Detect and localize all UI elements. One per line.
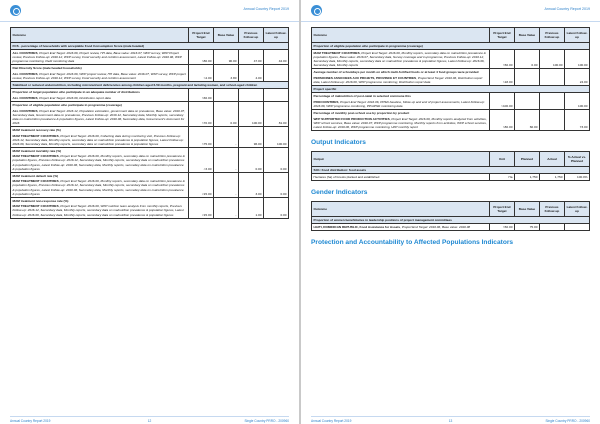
value-prev	[238, 89, 263, 102]
table-row	[11, 89, 289, 102]
indicator-detail: Project End Target: 2016.12, Population estimation, government data on prevalence, Base value: 2016.07, Secondary data, Government data on prevalence, Previous Follow-up: 2016.12, Secondary data, Monthly reports, secondary data on malnutrition prevalence & population figures, Latest Follow-up: 2016.06, Secondary data, Government's document for 2016	[12, 108, 186, 125]
value-prev	[539, 69, 564, 86]
value-prev: 100.00	[238, 101, 263, 126]
location-label: ALL COUNTRIES	[12, 108, 38, 113]
value-base: 66.00	[514, 110, 539, 131]
header-report-title: Annual Country Report 2019	[544, 7, 590, 11]
indicator-cell: Percentage of malnutrition of post-natal in selected commune this PROCOUNTRIES, Project End Target: 2016.06, PPSD baseline, follow up and end of project assessments, Latest Follow-up: 2016.06, WFP programme monitoring, PP/APSD monitoring data	[312, 93, 490, 110]
value-target: >80.00	[188, 50, 213, 65]
location-label: HAITI, DOMINICAN REPUBLIC, Food Assistance for Assets	[313, 225, 401, 230]
table-row	[11, 197, 289, 218]
table-header-row	[312, 28, 590, 43]
value-prev	[539, 110, 564, 131]
table-row	[312, 93, 590, 110]
report-page-right	[301, 0, 600, 424]
value-target: >66.00	[188, 89, 213, 102]
location-label: ALL COUNTRIES	[12, 71, 38, 76]
value-latest: 0.00	[263, 197, 288, 218]
table-row	[11, 172, 289, 197]
col-outcome: Outcome	[312, 28, 490, 43]
indicator-cell: Percentage of monthly post-school use by proportion by product WFP SUPPORTED FOOD PRODUCTION ACTIVITIES, Project End Target: 2016.06, Monthly reports analyzed from activities, WFP school services, Base value: 2016.07, WFP programme monitoring, Monthly reports from activities, WFP school services, Latest Follow-up: 2016.06, WFP programme monitoring, UFP monthly report	[312, 110, 490, 131]
indicator-title: MAM treatment mortality rate (%)	[12, 148, 61, 153]
value-prev	[539, 93, 564, 110]
indicator-cell: Proportion of target population who participate in an adequate number of distributions ALL COUNTRIES, Project End Target: 2016.06, Distribution report data	[11, 89, 189, 102]
value-base: 75.00	[514, 224, 539, 231]
table-header-row	[312, 152, 590, 167]
value-prev: 0.00	[238, 147, 263, 172]
indicator-cell: MAM treatment mortality rate (%) MAM TREATMENT COUNTRIES, Project End Target: 2016.06, Monthly reports, secondary data on malnutrition prevalence & population figures, Previous Follow-up: 2016.12, Secondary data, Monthly reports, secondary data on malnutrition prevalence & population figures, Latest Follow-up: 2016.06, Secondary data, Monthly reports, secondary data on malnutrition prevalence & population figures	[11, 147, 189, 172]
indicator-cell: MAM TREATMENT COUNTRIES, Project End Target: 2016.06, Monthly reports, secondary data on malnutrition prevalence & population figures, Base value: 2016.07, Secondary data, Survey coverage and in-programme, Previous Follow-up: 2016.12, Secondary data, Monthly reports, secondary data on malnutrition prevalence & population figures, Latest Follow-up: 2016.06, Secondary data, Monthly reports	[312, 50, 490, 69]
location-label: MAM TREATMENT COUNTRIES	[12, 133, 59, 138]
indicator-title: Average number of schooldays per month on which multi-fortified foods or at least 4 food groups were provided	[313, 70, 479, 75]
col-base: Base Value	[514, 202, 539, 217]
value-prev: 47.00	[238, 50, 263, 65]
group-header-text: Proportion of women beneficiaries in leadership positions of project management committees	[312, 217, 590, 224]
col-output: Output	[312, 152, 490, 167]
value-base: 3.80	[213, 65, 238, 82]
value-latest: 73.00	[564, 110, 589, 131]
table-header-row	[11, 28, 289, 43]
location-label: ALL COUNTRIES	[12, 95, 38, 100]
indicator-cell: Average number of schooldays per month on which multi-fortified foods or at least 4 food groups were provided PERSONNES ASSOCIEES AUX PROJETS, PROVINCE ET COUNTRIES, Project End Target: 2016.06, Distribution report data, Latest Follow-up: 2016.06, WFP programme monitoring, Distribution report data	[312, 69, 490, 86]
table-row	[11, 126, 289, 147]
wfp-logo-icon	[311, 5, 322, 16]
page-footer	[311, 416, 590, 423]
table-row	[11, 101, 289, 126]
col-prev: Previous Follow-up	[539, 202, 564, 217]
location-label: MAM TREATMENT COUNTRIES	[12, 179, 59, 184]
location-label: MAM TREATMENT COUNTRIES	[12, 204, 59, 209]
report-page-left	[0, 0, 299, 424]
value-target: <15.00	[188, 172, 213, 197]
indicator-title: Percentage of monthly post-school use by proportion by product	[313, 111, 410, 116]
indicator-cell: Diet Diversity Score (male headed households) ALL COUNTRIES, Project End Target: 2016.06, WFP project review, HH data, Base value: 2016.07, WFP survey, WFP project review, Previous Follow-up: 2016.12, WFP survey, Food security and nutrition assessment	[11, 65, 189, 82]
indicator-detail: Project End Target: 2016.06, Base value: 2016.08	[401, 225, 471, 230]
location-label: MAM TREATMENT COUNTRIES	[12, 154, 59, 159]
value-base	[213, 89, 238, 102]
table-row	[11, 65, 289, 82]
value-prev: 3.00	[238, 172, 263, 197]
indicator-cell: MAM treatment default rate (%) MAM TREATMENT COUNTRIES, Project End Target: 2016.06, Monthly reports, secondary data on malnutrition prevalence & population figures, Previous Follow-up: 2016.12, Secondary data, Monthly reports, secondary data on malnutrition prevalence & population figures, Latest Follow-up: 2016.06, Secondary data, Monthly reports, secondary data on malnutrition prevalence & population figures	[11, 172, 189, 197]
indicator-detail: Project End Target: 2016.06, Project review, HH data, Base value: 2016.07, WFP survey, WFP Project review, Previous Follow-up: 2016.12, WFP survey, Food security and nutrition assessment, Latest Follow-up: 2016.06, WFP programme monitoring, Field monitoring data	[12, 51, 182, 64]
group-header-text: FCS - percentage of households with acceptable Food Consumption Score (male headed)	[11, 43, 289, 50]
location-label: WFP SUPPORTED FOOD PRODUCTION ACTIVITIES	[313, 116, 390, 121]
value-target: <15.00	[188, 197, 213, 218]
table-header-row	[312, 202, 590, 217]
value-base: 90.00	[213, 50, 238, 65]
value-prev	[539, 224, 564, 231]
value-latest: 100.00	[263, 126, 288, 147]
col-prev: Previous Follow-up	[238, 28, 263, 43]
table-row	[312, 50, 590, 69]
indicator-title: MAM treatment recovery rate (%)	[12, 127, 61, 132]
value-latest: 42.00	[263, 50, 288, 65]
value-latest	[263, 89, 288, 102]
indicator-cell: MAM treatment non-response rate (%) MAM TREATMENT COUNTRIES, Project End Target: 2016.06, WFP nutrition team analysis from monthly reports, Previous Follow-up: 2016.12, Secondary data, Monthly reports, secondary data on malnutrition prevalence & population figures, Latest Follow-up: 2016.06, Secondary data, Monthly reports, secondary data on malnutrition prevalence & population figures	[11, 197, 189, 218]
value-latest	[263, 65, 288, 82]
value-target: >50.00	[489, 50, 514, 69]
value-prev: 1.00	[238, 197, 263, 218]
location-label: PROCOUNTRIES	[313, 99, 339, 104]
indicator-detail: Project End Target: 2016.06, WFP nutrition team analysis from monthly reports, Previous Follow-up: 2016.12, Secondary data, Monthly reports, secondary data on malnutrition prevalence & population figures, Latest Follow-up: 2016.06, Secondary data, Monthly reports, secondary data on malnutrition prevalence & population figures	[12, 204, 184, 217]
value-target: >100.00	[489, 93, 514, 110]
table-row	[312, 224, 590, 231]
indicator-cell: Proportion of eligible population who participate in programme (coverage) ALL COUNTRIES, Project End Target: 2016.12, Population estimation, government data on prevalence, Base value: 2016.07, Secondary data, Government data on prevalence, Previous Follow-up: 2016.12, Secondary data, Monthly reports, secondary data on malnutrition prevalence & population figures, Latest Follow-up: 2016.06, Secondary data, Government's document for 2016	[11, 101, 189, 126]
group-header-row	[11, 43, 289, 50]
indicator-title: Percentage of malnutrition of post-natal in selected commune this	[313, 94, 411, 99]
indicator-title: Proportion of target population who participate in an adequate number of distributions	[12, 90, 140, 95]
value-pct: 100.0%	[564, 174, 589, 181]
group-header-row	[312, 167, 590, 174]
indicator-detail: Project End Target: 2016.06, Collecting data during monitoring visit, Previous Follow-up: 2016.12, Secondary data, Monthly reports, secondary data on malnutrition prevalence & population figures, Latest Follow-up: 2016.06, Secondary data, Monthly reports, secondary data on malnutrition prevalence & population figures	[12, 133, 184, 146]
value-latest: 24.00	[564, 69, 589, 86]
col-actual: Actual	[539, 152, 564, 167]
value-prev: 100.00	[539, 50, 564, 69]
value-target: >70.00	[188, 101, 213, 126]
group-header-row	[11, 82, 289, 89]
indicator-detail: Project End Target: 2016.06, Distribution report data, Latest Follow-up: 2016.06, WFP programme monitoring, Distribution report data	[313, 76, 483, 85]
group-header-text: SO1: Food distribution: food assets	[312, 167, 590, 174]
value-target: >80.00	[489, 110, 514, 131]
protection-indicators-title: Protection and Accountability to Affected Populations Indicators	[311, 239, 514, 247]
col-base: Base Value	[213, 28, 238, 43]
output-name: Hectares (ha) of forests planted and established	[312, 174, 490, 181]
value-planned: 1,750	[514, 174, 539, 181]
output-table	[311, 151, 590, 181]
table-row	[312, 69, 590, 86]
col-target: Project End Target	[489, 202, 514, 217]
group-header-text: Stabilized or reduced undernutrition, including micronutrient deficiencies among children aged 6-59 months, pregnant and lactating women, and school-aged children	[11, 82, 289, 89]
location-label: MAM TREATMENT COUNTRIES	[313, 51, 360, 56]
value-base: -	[213, 126, 238, 147]
page-number: 13	[448, 419, 453, 423]
indicator-cell: MAM treatment recovery rate (%) MAM TREATMENT COUNTRIES, Project End Target: 2016.06, Collecting data during monitoring visit, Previous Follow-up: 2016.12, Secondary data, Monthly reports, secondary data on malnutrition prevalence & population figures, Latest Follow-up: 2016.06, Secondary data, Monthly reports, secondary data on malnutrition prevalence & population figures	[11, 126, 189, 147]
value-latest: 0.00	[263, 147, 288, 172]
col-unit: Unit	[489, 152, 514, 167]
location-label: PERSONNES ASSOCIEES AUX PROJETS, PROVINCE ET COUNTRIES	[313, 76, 417, 81]
footer-left: Annual Country Report 2019	[10, 419, 51, 423]
col-latest: Latest Follow-up	[564, 202, 589, 217]
table-row	[11, 147, 289, 172]
indicator-title: Diet Diversity Score (male headed households)	[12, 66, 82, 71]
page-header	[0, 0, 299, 22]
value-base: 0.00	[213, 101, 238, 126]
col-target: Project End Target	[188, 28, 213, 43]
outcome-table	[311, 27, 590, 131]
value-latest: 100.00	[564, 50, 589, 69]
col-outcome: Outcome	[11, 28, 189, 43]
page-header	[301, 0, 600, 22]
value-base: -	[213, 197, 238, 218]
value-latest: 81.00	[263, 101, 288, 126]
value-latest: 0.00	[263, 172, 288, 197]
value-base: 0.00	[514, 50, 539, 69]
indicator-detail: Project End Target: 2016.06, PPSD baseline, follow up and end of project assessments, Latest Follow-up: 2016.06, WFP programme monitoring, PP/APSD monitoring data	[313, 99, 485, 109]
indicator-title: Proportion of eligible population who participate in programme (coverage)	[12, 102, 122, 107]
page-footer	[10, 416, 289, 423]
col-latest: Latest Follow-up	[564, 28, 589, 43]
value-prev: 4.00	[238, 65, 263, 82]
value-unit: Ha	[489, 174, 514, 181]
col-outcome: Outcome	[312, 202, 490, 217]
gender-indicators-title: Gender Indicators	[311, 189, 368, 197]
indicator-detail: Project End Target: 2016.06, Monthly reports, secondary data on malnutrition prevalence & population figures, Previous Follow-up: 2016.12, Secondary data, Monthly reports, secondary data on malnutrition prevalence & population figures, Latest Follow-up: 2016.06, Secondary data, Monthly reports, secondary data on malnutrition prevalence & population figures	[12, 179, 185, 196]
col-planned: Planned	[514, 152, 539, 167]
header-report-title: Annual Country Report 2019	[243, 7, 289, 11]
page-number: 12	[147, 419, 152, 423]
indicator-cell: ALL COUNTRIES, Project End Target: 2016.06, Project review, HH data, Base value: 2016.07, WFP survey, WFP Project review, Previous Follow-up: 2016.12, WFP survey, Food security and nutrition assessment, Latest Follow-up: 2016.06, WFP programme monitoring, Field monitoring data	[11, 50, 189, 65]
value-base	[514, 93, 539, 110]
value-base	[514, 69, 539, 86]
indicator-detail: Project End Target: 2016.06, Distribution report data	[39, 95, 111, 100]
indicator-detail: Project End Target: 2016.06, Monthly reports, secondary data on malnutrition prevalence & population figures, Base value: 2016.07, Secondary data, Survey coverage and in-programme, Previous Follow-up: 2016.12, Secondary data, Monthly reports, secondary data on malnutrition prevalence & population figures, Latest Follow-up: 2016.06, Secondary data, Monthly reports	[313, 51, 486, 68]
indicator-title: MAM treatment non-response rate (%)	[12, 198, 69, 203]
group-header-text: Proportion of eligible population who participate in programme (coverage)	[312, 43, 590, 50]
value-target: >75.00	[188, 126, 213, 147]
table-row	[11, 50, 289, 65]
group-header-text: Project specific	[312, 86, 590, 93]
value-latest: 100.00	[564, 93, 589, 110]
footer-right: Single Country PRRO - 200960	[545, 419, 590, 423]
group-header-row	[312, 43, 590, 50]
value-latest	[564, 224, 589, 231]
indicator-detail: Project End Target: 2016.06, WFP project review, HH data, Base value: 2016.07, WFP survey, WFP project review, Previous Follow-up: 2016.12, WFP survey, Food security and nutrition assessment	[12, 71, 186, 81]
indicator-cell: HAITI, DOMINICAN REPUBLIC, Food Assistance for Assets, Project End Target: 2016.06, Base value: 2016.08	[312, 224, 490, 231]
col-base: Base Value	[514, 28, 539, 43]
footer-right: Single Country PRRO - 200960	[244, 419, 289, 423]
value-base: -	[213, 172, 238, 197]
indicator-title: MAM treatment default rate (%)	[12, 173, 59, 178]
group-header-row	[312, 86, 590, 93]
group-header-row	[312, 217, 590, 224]
table-row	[312, 110, 590, 131]
value-prev: 96.00	[238, 126, 263, 147]
indicator-detail: Project End Target: 2016.06, Monthly reports analyzed from activities, WFP school services, Base value: 2016.07, WFP programme monitoring, Monthly reports from activities, WFP school services, Latest Follow-up: 2016.06, WFP programme monitoring, UFP monthly report	[313, 116, 487, 129]
col-latest: Latest Follow-up	[263, 28, 288, 43]
col-target: Project End Target	[489, 28, 514, 43]
footer-left: Annual Country Report 2019	[311, 419, 352, 423]
value-target: >50.00	[489, 224, 514, 231]
value-target: >4.00	[188, 65, 213, 82]
location-label: ALL COUNTRIES	[12, 51, 38, 56]
value-target: >18.00	[489, 69, 514, 86]
value-base: -	[213, 147, 238, 172]
outcome-table	[10, 27, 289, 219]
value-actual: 1,750	[539, 174, 564, 181]
gender-table	[311, 201, 590, 231]
value-target: <3.00	[188, 147, 213, 172]
table-row	[312, 174, 590, 181]
output-indicators-title: Output Indicators	[311, 139, 366, 146]
indicator-detail: Project End Target: 2016.06, Monthly reports, secondary data on malnutrition prevalence & population figures, Previous Follow-up: 2016.12, Secondary data, Monthly reports, secondary data on malnutrition prevalence & population figures, Latest Follow-up: 2016.06, Secondary data, Monthly reports, secondary data on malnutrition prevalence & population figures	[12, 154, 185, 171]
col-prev: Previous Follow-up	[539, 28, 564, 43]
col-pct: % Actual vs. Planned	[564, 152, 589, 167]
wfp-logo-icon	[10, 5, 21, 16]
